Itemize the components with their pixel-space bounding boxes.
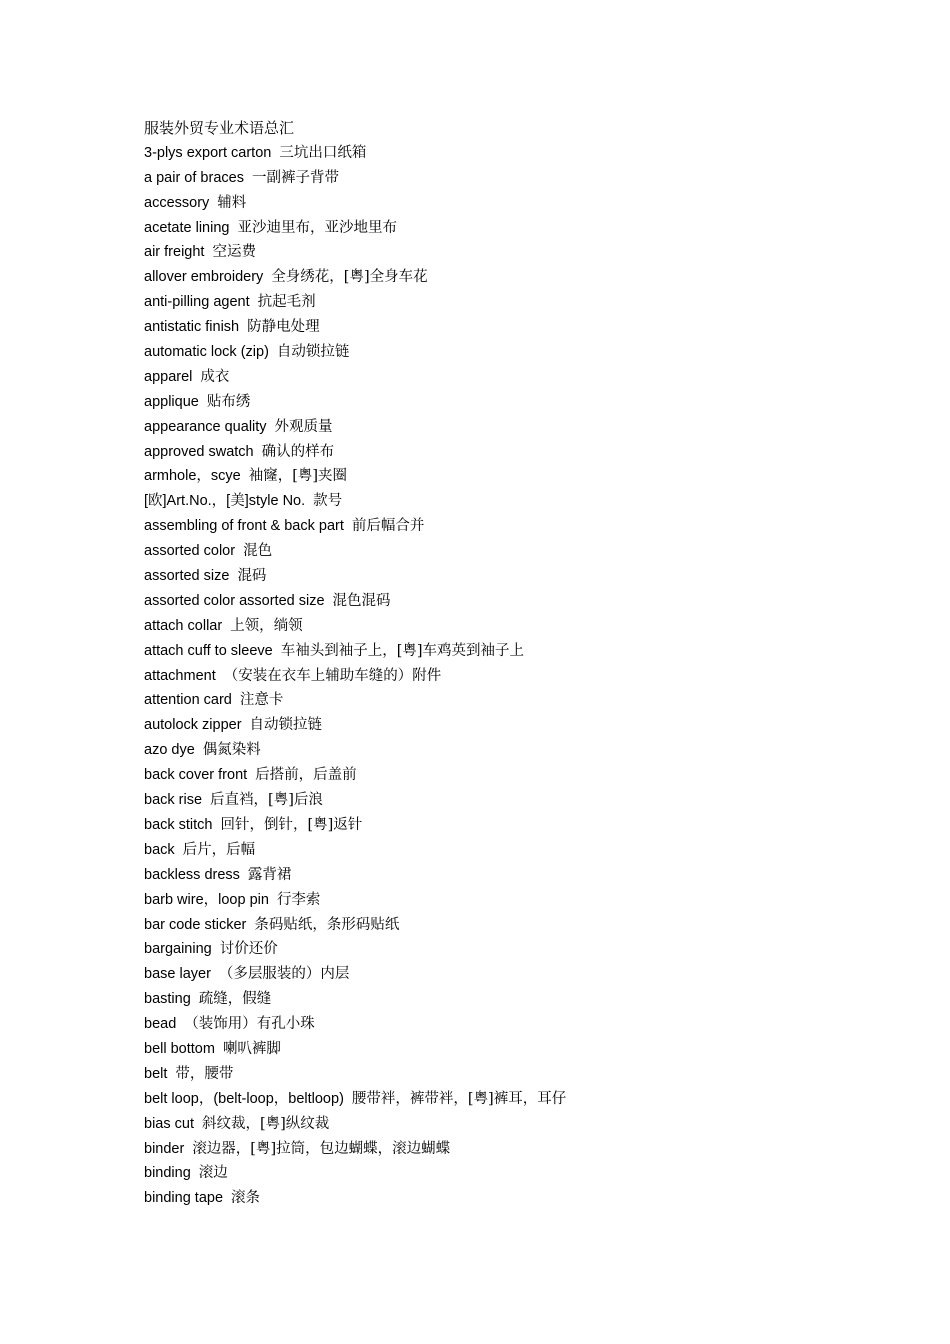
entry-definition: 喇叭裤脚 (222, 1040, 281, 1057)
entry-definition: 自动锁拉链 (249, 717, 323, 734)
entry-term: basting (144, 991, 191, 1008)
entry-term: a pair of braces (144, 169, 244, 186)
entry-term: belt loop，(belt-loop，beltloop) (144, 1090, 344, 1107)
glossary-entry (144, 216, 904, 241)
entry-term: air freight (144, 244, 205, 261)
glossary-entry (144, 539, 904, 564)
entry-definition: 条码贴纸，条形码贴纸 (254, 916, 400, 933)
entry-definition: 混色混码 (332, 592, 391, 609)
entry-term: anti-pilling agent (144, 294, 250, 311)
glossary-entry (144, 191, 904, 216)
entry-term: binder (144, 1140, 185, 1157)
glossary-entry (144, 1012, 904, 1037)
glossary-entry (144, 415, 904, 440)
entry-term: applique (144, 393, 199, 410)
entry-definition: 注意卡 (239, 692, 284, 709)
entry-term: assorted color assorted size (144, 592, 325, 609)
glossary-entry (144, 141, 904, 166)
entry-definition: 行李索 (276, 891, 321, 908)
entry-definition: 辅料 (217, 194, 247, 211)
glossary-entry (144, 788, 904, 813)
glossary-entry (144, 489, 904, 514)
glossary-entry (144, 1137, 904, 1162)
entry-term: backless dress (144, 866, 240, 883)
entry-term: bargaining (144, 941, 212, 958)
entry-term: back rise (144, 792, 203, 809)
entry-definition: 讨价还价 (219, 941, 278, 958)
glossary-entry (144, 1037, 904, 1062)
glossary-entry (144, 1186, 904, 1211)
entry-term: base layer (144, 966, 211, 983)
entry-definition: 后直裆，[粤]后浪 (210, 792, 323, 809)
glossary-entry (144, 962, 904, 987)
glossary-entry (144, 464, 904, 489)
entry-definition: 亚沙迪里布，亚沙地里布 (237, 219, 397, 236)
entry-definition: 三坑出口纸箱 (279, 144, 367, 161)
glossary-entry (144, 1161, 904, 1186)
glossary-entry (144, 390, 904, 415)
entry-definition: 后片，后幅 (182, 841, 256, 858)
glossary-entry (144, 987, 904, 1012)
glossary-entry (144, 1112, 904, 1137)
entry-term: back stitch (144, 816, 213, 833)
glossary-entry (144, 937, 904, 962)
entry-term: assorted size (144, 568, 230, 585)
entry-definition: 滚边 (198, 1165, 228, 1182)
glossary-entry (144, 738, 904, 763)
entry-definition: （安装在衣车上辅助车缝的）附件 (223, 667, 442, 684)
entry-term: assembling of front & back part (144, 518, 344, 535)
glossary-entry (144, 913, 904, 938)
entry-definition: 带，腰带 (175, 1065, 234, 1082)
entry-term: binding tape (144, 1190, 224, 1207)
entry-definition: 疏缝，假缝 (198, 991, 272, 1008)
entry-definition: （多层服装的）内层 (218, 966, 350, 983)
entry-definition: 滚边器，[粤]拉筒，包边蝴蝶，滚边蝴蝶 (192, 1140, 451, 1157)
entry-term: antistatic finish (144, 319, 240, 336)
entry-term: allover embroidery (144, 269, 264, 286)
entry-definition: 款号 (313, 493, 343, 510)
entry-definition: 混色 (243, 543, 273, 560)
document-page (144, 116, 904, 1211)
entry-term: azo dye (144, 742, 195, 759)
entry-term: attach collar (144, 617, 223, 634)
glossary-entry (144, 838, 904, 863)
entry-term: armhole，scye (144, 468, 241, 485)
entry-definition: 袖窿，[粤]夹圈 (248, 468, 348, 485)
entry-term: attach cuff to sleeve (144, 642, 273, 659)
entry-definition: 抗起毛剂 (257, 294, 316, 311)
entry-definition: 全身绣花，[粤]全身车花 (271, 269, 428, 286)
entry-definition: 防静电处理 (247, 319, 320, 336)
entry-term: bell bottom (144, 1040, 215, 1057)
glossary-entry (144, 589, 904, 614)
glossary-entry (144, 265, 904, 290)
entry-definition: 成衣 (200, 368, 230, 385)
glossary-entry (144, 564, 904, 589)
document-title: 服装外贸专业术语总汇 (144, 119, 295, 137)
entry-definition: 上领，绱领 (230, 617, 303, 634)
entry-term: appearance quality (144, 418, 267, 435)
entry-definition: 回针，倒针，[粤]返针 (220, 816, 363, 833)
glossary-entry (144, 639, 904, 664)
entry-term: automatic lock (zip) (144, 344, 269, 361)
entry-definition: 混码 (237, 568, 267, 585)
glossary-entry (144, 166, 904, 191)
entry-definition: 自动锁拉链 (276, 344, 350, 361)
glossary-entry (144, 240, 904, 265)
entry-term: barb wire，loop pin (144, 891, 269, 908)
glossary-entry (144, 863, 904, 888)
glossary-entry (144, 813, 904, 838)
entry-definition: 滚条 (231, 1190, 261, 1207)
glossary-entry (144, 614, 904, 639)
entry-definition: 车袖头到袖子上，[粤]车鸡英到袖子上 (280, 642, 525, 659)
entry-definition: 腰带袢，裤带袢，[粤]裤耳，耳仔 (351, 1090, 567, 1107)
glossary-entry (144, 365, 904, 390)
glossary-entry (144, 713, 904, 738)
entry-term: 3-plys export carton (144, 144, 272, 161)
entry-term: bias cut (144, 1115, 194, 1132)
entry-term: belt (144, 1065, 168, 1082)
entry-definition: 后搭前，后盖前 (255, 767, 357, 784)
glossary-entry (144, 1087, 904, 1112)
glossary-entry (144, 440, 904, 465)
glossary-entry (144, 664, 904, 689)
entry-term: attention card (144, 692, 232, 709)
entry-definition: （装饰用）有孔小珠 (184, 1016, 315, 1033)
glossary-list (144, 141, 904, 1211)
glossary-entry (144, 888, 904, 913)
glossary-entry (144, 315, 904, 340)
entry-definition: 一副裤子背带 (251, 169, 339, 186)
entry-term: acetate lining (144, 219, 230, 236)
glossary-entry (144, 514, 904, 539)
entry-term: accessory (144, 194, 210, 211)
entry-term: assorted color (144, 543, 236, 560)
glossary-entry (144, 763, 904, 788)
entry-term: back (144, 841, 175, 858)
entry-definition: 露背裙 (247, 866, 292, 883)
entry-definition: 斜纹裁，[粤]纵纹裁 (201, 1115, 330, 1132)
entry-definition: 前后幅合并 (351, 518, 425, 535)
entry-term: approved swatch (144, 443, 254, 460)
entry-definition: 贴布绣 (206, 393, 251, 410)
entry-term: back cover front (144, 767, 248, 784)
entry-term: binding (144, 1165, 191, 1182)
entry-definition: 外观质量 (274, 418, 333, 435)
glossary-entry (144, 688, 904, 713)
glossary-entry (144, 1062, 904, 1087)
entry-term: bar code sticker (144, 916, 247, 933)
glossary-entry (144, 340, 904, 365)
entry-term: apparel (144, 368, 193, 385)
entry-definition: 偶氮染料 (202, 742, 261, 759)
entry-definition: 空运费 (212, 244, 256, 261)
entry-term: [欧]Art.No.，[美]style No. (144, 493, 306, 510)
glossary-entry (144, 290, 904, 315)
entry-term: attachment (144, 667, 216, 684)
entry-term: bead (144, 1016, 177, 1033)
entry-term: autolock zipper (144, 717, 242, 734)
entry-definition: 确认的样布 (261, 443, 335, 460)
